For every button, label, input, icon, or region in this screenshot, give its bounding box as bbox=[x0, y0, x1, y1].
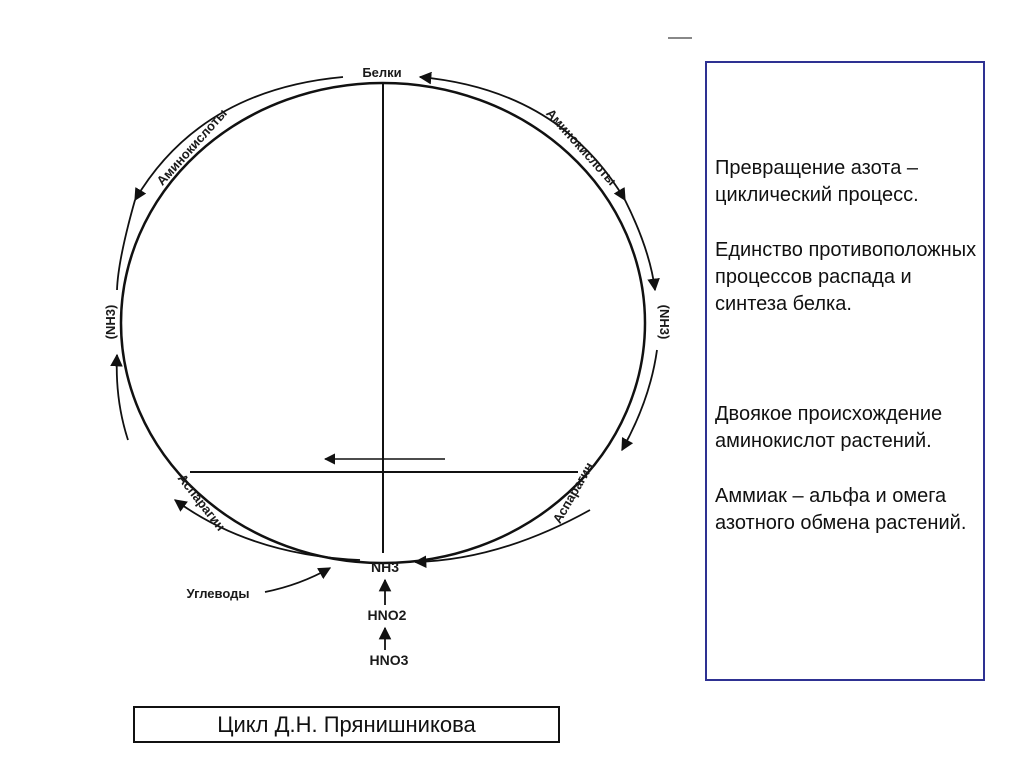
arc-arrow-right-lower-down bbox=[622, 350, 657, 450]
paragraph-cyclic-process: Превращение азота – циклический процесс. bbox=[715, 157, 919, 206]
label-hno2: HNO2 bbox=[367, 607, 407, 623]
label-nh3-left: (NH3) bbox=[103, 304, 118, 340]
label-asparagine-left: Аспарагин bbox=[174, 470, 229, 534]
label-proteins: Белки bbox=[362, 65, 402, 80]
label-hno3: HNO3 bbox=[369, 652, 409, 668]
label-nh3-bottom: NH3 bbox=[370, 559, 400, 575]
label-amino-acids-right: Аминокислоты bbox=[543, 105, 620, 189]
label-asparagine-right: Аспарагин bbox=[549, 459, 597, 526]
paragraph-dual-origin: Двоякое происхождение аминокислот растений. bbox=[715, 403, 943, 452]
paragraph-ammonia: Аммиак – альфа и омега азотного обмена растений. bbox=[715, 485, 967, 534]
description-panel bbox=[705, 61, 985, 681]
paragraph-unity-of-processes: Единство противоположных процессов распада и синтеза белка. bbox=[715, 239, 977, 315]
label-carbohydrates: Углеводы bbox=[186, 586, 250, 601]
carbohydrates-arrow bbox=[265, 568, 330, 592]
diagram-caption: Цикл Д.Н. Прянишникова bbox=[133, 706, 560, 743]
label-nh3-right: (NH3) bbox=[657, 304, 672, 340]
label-amino-acids-left: Аминокислоты bbox=[153, 105, 230, 189]
